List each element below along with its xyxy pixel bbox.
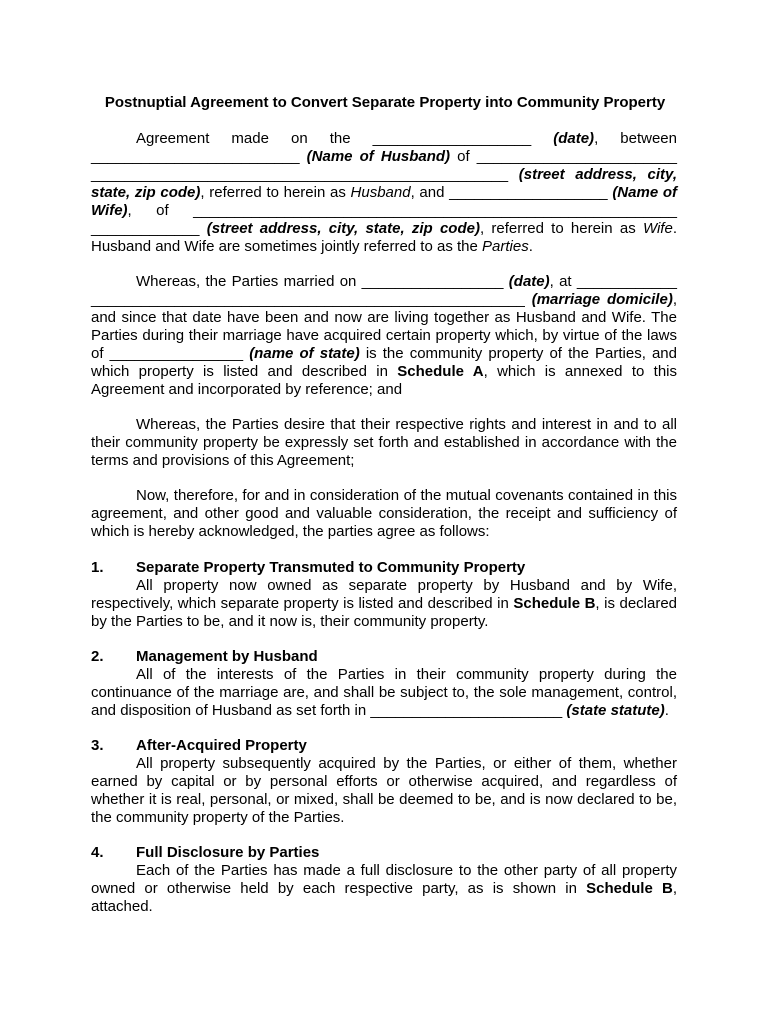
text-run: , is declared by the Parties to be, and it now is, their community property.	[91, 595, 678, 630]
whereas-marriage-paragraph	[91, 273, 677, 399]
section-2-body	[91, 666, 677, 720]
section-title: Separate Property Transmuted to Community Property	[136, 559, 526, 576]
wife-name-field-label: (Name of Wife)	[91, 184, 677, 219]
section-4-body	[91, 862, 677, 916]
text-run: .	[664, 702, 669, 719]
now-therefore-paragraph: Now, therefore, for and in consideration of the mutual covenants contained in this agreement, and other good and valuable consideration, the receipt and sufficiency of which is hereby acknowledged, the parties agree as follows:	[91, 487, 677, 540]
wife-address-field-label: (street address, city, state, zip code)	[206, 220, 480, 237]
schedule-a-reference: Schedule A	[397, 363, 484, 380]
marriage-date-field-label: (date)	[508, 273, 550, 290]
husband-term: Husband	[350, 184, 411, 201]
parties-term: Parties	[482, 238, 529, 255]
agreement-parties-paragraph	[91, 130, 677, 256]
text-run: , and since that date have been and now are living together as Husband and Wife. The Parties during their marriage have acquired certain property which, by virtue of the laws of ________________	[91, 291, 677, 362]
text-run: , which is annexed to this Agreement and incorporated by reference; and	[91, 363, 678, 398]
section-1-heading	[91, 559, 525, 577]
text-run: Whereas, the Parties married on _________________	[136, 273, 509, 290]
section-3-body: All property subsequently acquired by the Parties, or either of them, whether earned by capital or by personal efforts or otherwise acquired, and regardless of whether it is real, personal, or mixed, shall be deemed to be, and is now declared to be, the community property of the Parties.	[91, 755, 677, 826]
section-4-heading	[91, 844, 319, 862]
document-title: Postnuptial Agreement to Convert Separate Property into Community Property	[104, 94, 666, 111]
section-title: Management by Husband	[136, 648, 318, 665]
text-run: Agreement made on the ___________________	[136, 130, 554, 147]
text-run: All of the interests of the Parties in their community property during the continuance of the marriage are, and shall be subject to, the sole management, control, and disposition of Husband as set forth in _______________________	[91, 666, 677, 719]
state-statute-field-label: (state statute)	[566, 702, 665, 719]
marriage-domicile-field-label: (marriage domicile)	[531, 291, 673, 308]
text-run: Each of the Parties has made a full disclosure to the other party of all property owned or otherwise held by each respective party, as is shown in	[91, 862, 677, 897]
section-3-heading	[91, 737, 307, 755]
text-run: , referred to herein as	[200, 184, 351, 201]
section-title: Full Disclosure by Parties	[136, 844, 320, 861]
section-title: After-Acquired Property	[136, 737, 307, 754]
section-number: 1.	[91, 559, 104, 576]
section-number: 3.	[91, 737, 104, 754]
text-run: , referred to herein as	[479, 220, 643, 237]
section-1-body	[91, 577, 677, 631]
state-name-field-label: (name of state)	[249, 345, 360, 362]
text-run: of ________________________ __________________________________________________	[91, 148, 677, 183]
husband-name-field-label: (Name of Husband)	[306, 148, 451, 165]
text-run: , and ___________________	[410, 184, 613, 201]
text-run: , attached.	[91, 880, 677, 915]
text-run: , of __________________________________________________________ _____________	[91, 202, 677, 237]
whereas-rights-paragraph: Whereas, the Parties desire that their respective rights and interest in and to all their community property be expressly set forth and established in accordance with the terms and provisions of this Agreement;	[91, 416, 677, 469]
husband-address-field-label: (street address, city, state, zip code)	[91, 166, 677, 201]
text-run: , at ____________ ____________________________________________________	[91, 273, 677, 308]
schedule-b-reference: Schedule B	[513, 595, 596, 612]
text-run: is the community property of the Parties, and which property is listed and described in	[91, 345, 677, 380]
text-run: All property now owned as separate property by Husband and by Wife, respectively, which separate property is listed and described in	[91, 577, 677, 612]
wife-term: Wife	[642, 220, 673, 237]
text-run: . Husband and Wife are sometimes jointly referred to as the	[91, 220, 677, 255]
schedule-b-reference: Schedule B	[586, 880, 673, 897]
text-run: , between _________________________	[91, 130, 677, 165]
section-number: 2.	[91, 648, 104, 665]
section-2-heading	[91, 648, 318, 666]
text-run: .	[528, 238, 533, 255]
date-field-label: (date)	[553, 130, 595, 147]
section-number: 4.	[91, 844, 104, 861]
